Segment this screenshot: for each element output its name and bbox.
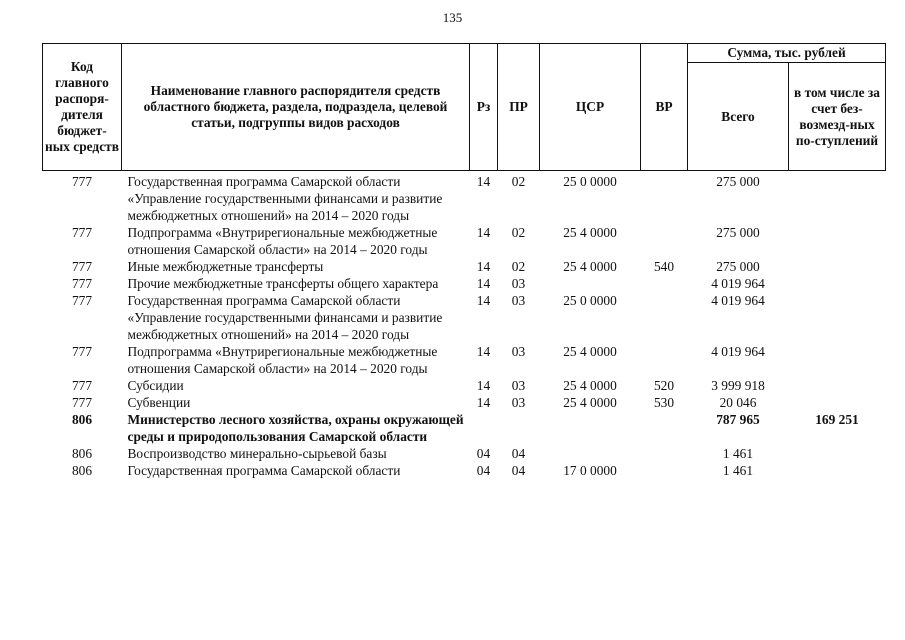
header-total: Всего — [688, 63, 789, 171]
cell-rz: 14 — [476, 259, 491, 274]
header-free: в том числе за счет без-возмезд-ных по-ступлений — [789, 63, 886, 171]
cell-code: 806 — [71, 412, 93, 427]
cell-vr: 530 — [653, 395, 675, 410]
cell-name: Подпрограмма «Внутрирегиональные межбюджетные отношения Самарской области» на 2014 – 2020 годы — [127, 344, 438, 376]
table-header — [43, 44, 886, 171]
table-row — [43, 275, 886, 292]
cell-rz: 14 — [476, 174, 491, 189]
cell-rz: 14 — [476, 225, 491, 240]
cell-pr: 02 — [511, 259, 526, 274]
cell-total: 787 965 — [716, 412, 760, 427]
table-row — [43, 394, 886, 411]
cell-csr: 25 0 0000 — [563, 174, 617, 189]
cell-pr: 04 — [511, 463, 526, 478]
table-row — [43, 224, 886, 258]
cell-rz: 14 — [476, 344, 491, 359]
cell-name: Министерство лесного хозяйства, охраны окружающей среды и природопользования Самарской области — [127, 412, 464, 444]
cell-free — [789, 343, 886, 377]
table-row — [43, 258, 886, 275]
cell-code: 806 — [71, 463, 93, 478]
cell-csr: 17 0 0000 — [563, 463, 617, 478]
cell-rz: 14 — [476, 395, 491, 410]
cell-code: 777 — [71, 259, 93, 274]
header-csr: ЦСР — [540, 44, 641, 171]
cell-code: 777 — [71, 174, 93, 189]
cell-total: 1 461 — [722, 446, 754, 461]
table-row — [43, 411, 886, 445]
cell-csr: 25 4 0000 — [563, 344, 617, 359]
cell-name: Воспроизводство минерально-сырьевой базы — [127, 446, 387, 461]
cell-vr — [641, 171, 688, 225]
cell-pr: 04 — [511, 446, 526, 461]
table-row — [43, 343, 886, 377]
cell-pr — [498, 411, 540, 445]
cell-name: Государственная программа Самарской области «Управление государственными финансами и развитие межбюджетных отношений» на 2014 – 2020 годы — [127, 293, 443, 342]
cell-total: 4 019 964 — [711, 293, 765, 308]
cell-total: 275 000 — [716, 259, 760, 274]
table-row — [43, 171, 886, 225]
cell-csr: 25 4 0000 — [563, 225, 617, 240]
cell-name: Иные межбюджетные трансферты — [127, 259, 324, 274]
table-row — [43, 445, 886, 462]
cell-rz — [470, 411, 498, 445]
cell-vr — [641, 411, 688, 445]
cell-total: 4 019 964 — [711, 344, 765, 359]
cell-vr — [641, 343, 688, 377]
cell-code: 777 — [71, 378, 93, 393]
cell-free — [789, 224, 886, 258]
cell-rz: 04 — [476, 446, 491, 461]
cell-csr: 25 4 0000 — [563, 395, 617, 410]
cell-free — [789, 394, 886, 411]
cell-pr: 02 — [511, 225, 526, 240]
cell-pr: 03 — [511, 293, 526, 308]
cell-pr: 03 — [511, 276, 526, 291]
cell-csr: 25 4 0000 — [563, 259, 617, 274]
header-sum: Сумма, тыс. рублей — [688, 44, 886, 63]
cell-code: 777 — [71, 225, 93, 240]
cell-name: Государственная программа Самарской области «Управление государственными финансами и развитие межбюджетных отношений» на 2014 – 2020 годы — [127, 174, 443, 223]
table-row — [43, 377, 886, 394]
cell-total: 3 999 918 — [711, 378, 765, 393]
cell-csr: 25 0 0000 — [563, 293, 617, 308]
cell-csr — [540, 411, 641, 445]
cell-free — [789, 292, 886, 343]
header-rz: Рз — [470, 44, 498, 171]
header-vr: ВР — [641, 44, 688, 171]
page-number: 135 — [442, 10, 463, 25]
cell-rz: 04 — [476, 463, 491, 478]
cell-total: 20 046 — [719, 395, 757, 410]
cell-total: 275 000 — [716, 225, 760, 240]
cell-pr: 03 — [511, 395, 526, 410]
cell-code: 777 — [71, 293, 93, 308]
table-row — [43, 462, 886, 479]
cell-pr: 03 — [511, 378, 526, 393]
cell-free — [789, 445, 886, 462]
cell-free — [789, 171, 886, 225]
cell-total: 275 000 — [716, 174, 760, 189]
cell-rz: 14 — [476, 276, 491, 291]
cell-free — [789, 258, 886, 275]
cell-rz: 14 — [476, 293, 491, 308]
cell-free — [789, 377, 886, 394]
cell-vr — [641, 292, 688, 343]
cell-vr — [641, 275, 688, 292]
table-row — [43, 292, 886, 343]
cell-free — [789, 275, 886, 292]
cell-total: 1 461 — [722, 463, 754, 478]
cell-code: 777 — [71, 395, 93, 410]
cell-vr — [641, 445, 688, 462]
cell-csr — [540, 275, 641, 292]
cell-name: Подпрограмма «Внутрирегиональные межбюджетные отношения Самарской области» на 2014 – 2020 годы — [127, 225, 438, 257]
budget-table — [42, 43, 886, 479]
cell-vr: 520 — [653, 378, 675, 393]
cell-csr: 25 4 0000 — [563, 378, 617, 393]
cell-pr: 03 — [511, 344, 526, 359]
table-body — [43, 171, 886, 480]
cell-vr — [641, 224, 688, 258]
cell-name: Прочие межбюджетные трансферты общего характера — [127, 276, 439, 291]
cell-vr — [641, 462, 688, 479]
cell-pr: 02 — [511, 174, 526, 189]
cell-vr: 540 — [653, 259, 675, 274]
cell-name: Субсидии — [127, 378, 184, 393]
cell-rz: 14 — [476, 378, 491, 393]
cell-code: 777 — [71, 344, 93, 359]
header-code: Код главного распоря-дителя бюджет-ных средств — [43, 44, 122, 171]
header-pr: ПР — [498, 44, 540, 171]
cell-code: 777 — [71, 276, 93, 291]
cell-csr — [540, 445, 641, 462]
cell-name: Субвенции — [127, 395, 191, 410]
cell-free — [789, 462, 886, 479]
cell-name: Государственная программа Самарской области — [127, 463, 401, 478]
header-name: Наименование главного распорядителя средств областного бюджета, раздела, подраздела, целевой статьи, подгруппы видов расходов — [122, 44, 470, 171]
cell-free: 169 251 — [815, 412, 859, 427]
cell-total: 4 019 964 — [711, 276, 765, 291]
cell-code: 806 — [71, 446, 93, 461]
